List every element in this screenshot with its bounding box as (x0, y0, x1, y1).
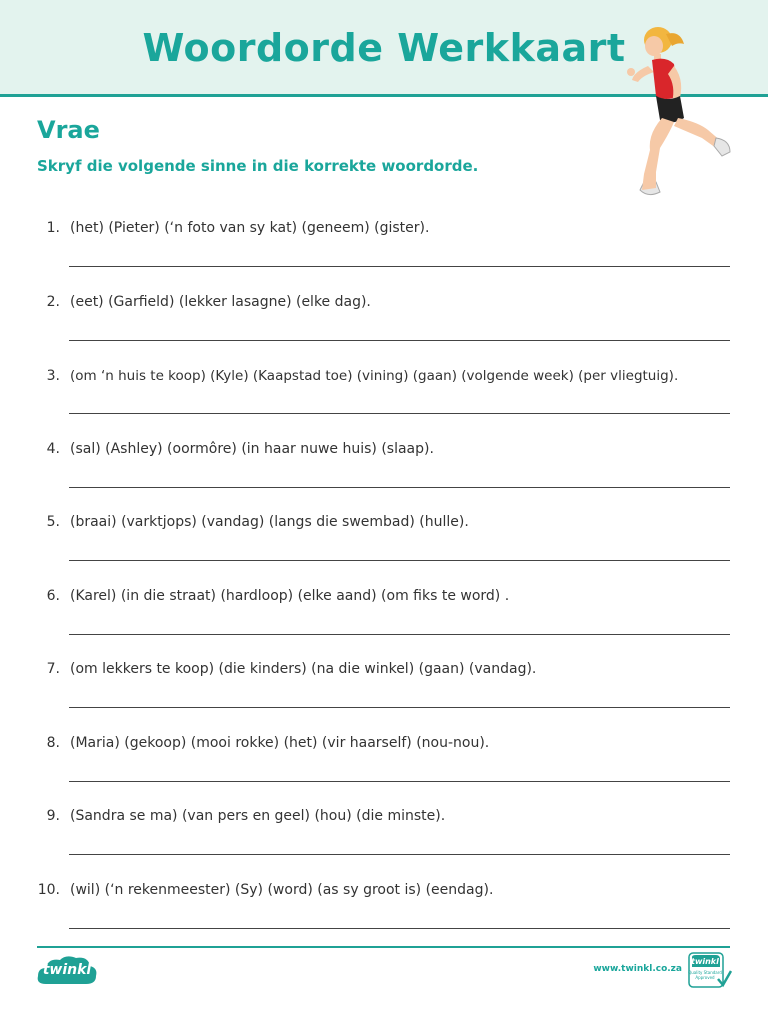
question-number: 7. (46, 661, 60, 677)
answer-line[interactable] (69, 854, 730, 855)
question-number: 2. (46, 294, 60, 310)
question-number: 5. (46, 514, 60, 530)
question-text: (wil) (‘n rekenmeester) (Sy) (word) (as sy groot is) (eendag). (70, 882, 494, 898)
answer-line[interactable] (69, 707, 730, 708)
footer-divider (37, 946, 730, 948)
question-text: (het) (Pieter) (‘n foto van sy kat) (geneem) (gister). (70, 220, 430, 236)
question-text: (braai) (varktjops) (vandag) (langs die swembad) (hulle). (70, 514, 469, 530)
answer-line[interactable] (69, 928, 730, 929)
question-item (0, 735, 768, 775)
badge-logo-text: twinkl (691, 957, 719, 966)
question-item (0, 588, 768, 628)
answer-line[interactable] (69, 781, 730, 782)
question-item (0, 294, 768, 334)
site-url[interactable]: www.twinkl.co.za (593, 964, 682, 974)
logo-text: twinkl (42, 962, 92, 978)
quality-badge (688, 951, 732, 991)
question-text: (Sandra se ma) (van pers en geel) (hou) (die minste). (70, 808, 446, 824)
question-text: (om lekkers te koop) (die kinders) (na die winkel) (gaan) (vandag). (70, 661, 537, 677)
question-item (0, 441, 768, 481)
badge-caption: Quality Standard Approved (688, 970, 722, 980)
question-item (0, 808, 768, 848)
question-text: (Karel) (in die straat) (hardloop) (elke aand) (om fiks te word) . (70, 588, 510, 604)
twinkl-logo (36, 954, 98, 988)
question-item (0, 514, 768, 554)
answer-line[interactable] (69, 634, 730, 635)
question-item (0, 661, 768, 701)
question-item (0, 368, 768, 408)
answer-line[interactable] (69, 560, 730, 561)
question-number: 10. (37, 882, 60, 898)
question-number: 1. (46, 220, 60, 236)
question-text: (sal) (Ashley) (oormôre) (in haar nuwe huis) (slaap). (70, 441, 434, 457)
answer-line[interactable] (69, 413, 730, 414)
question-text: (om ‘n huis te koop) (Kyle) (Kaapstad toe) (vining) (gaan) (volgende week) (per vliegtuig). (70, 368, 679, 384)
answer-line[interactable] (69, 340, 730, 341)
section-heading: Vrae (37, 116, 100, 144)
question-number: 4. (46, 441, 60, 457)
answer-line[interactable] (69, 266, 730, 267)
question-text: (Maria) (gekoop) (mooi rokke) (het) (vir haarself) (nou-nou). (70, 735, 490, 751)
answer-line[interactable] (69, 487, 730, 488)
question-item (0, 220, 768, 260)
page-title: Woordorde Werkkaart (142, 26, 626, 70)
question-number: 9. (46, 808, 60, 824)
question-text: (eet) (Garfield) (lekker lasagne) (elke dag). (70, 294, 371, 310)
question-number: 6. (46, 588, 60, 604)
question-number: 8. (46, 735, 60, 751)
question-item (0, 882, 768, 922)
question-number: 3. (46, 368, 60, 384)
instruction-text: Skryf die volgende sinne in die korrekte woordorde. (37, 157, 479, 175)
